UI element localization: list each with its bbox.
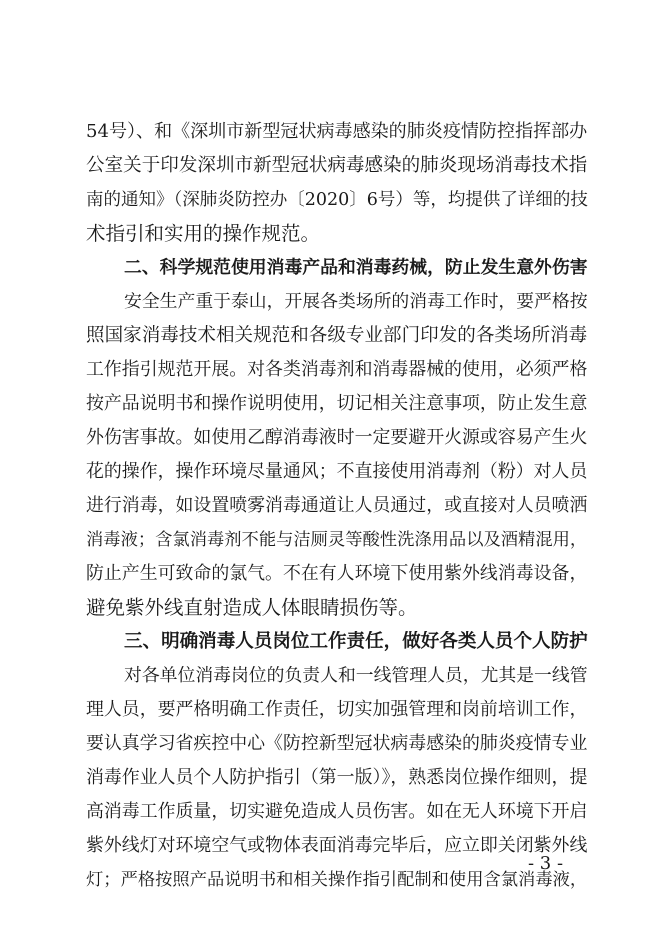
body-line: 安全生产重于泰山，开展各类场所的消毒工作时，要严格按 [124,291,588,312]
body-line: 避免紫外线直射造成人体眼睛损伤等。 [86,597,418,619]
body-line: 对各单位消毒岗位的负责人和一线管理人员，尤其是一线管 [124,665,588,686]
body-line: 消毒作业人员个人防护指引（第一版）》，熟悉岗位操作细则，提 [86,767,588,788]
page-number: - 3 - [528,853,564,874]
body-line: 照国家消毒技术相关规范和各级专业部门印发的各类场所消毒 [86,325,588,346]
body-line: 外伤害事故。如使用乙醇消毒液时一定要避开火源或容易产生火 [86,427,588,448]
body-line: 灯；严格按照产品说明书和相关操作指引配制和使用含氯消毒液， [86,870,588,890]
body-line: 南的通知》（深肺炎防控办〔2020〕6号）等，均提供了详细的技 [86,190,588,210]
body-line: 消毒液；含氯消毒剂不能与洁厕灵等酸性洗涤用品以及酒精混用， [86,530,588,550]
body-line: 按产品说明书和操作说明使用，切记相关注意事项，防止发生意 [86,393,588,414]
section-heading-3: 三、明确消毒人员岗位工作责任，做好各类人员个人防护 [124,631,588,652]
body-line: 要认真学习省疾控中心《防控新型冠状病毒感染的肺炎疫情专业 [86,733,588,754]
body-line: 理人员，要严格明确工作责任，切实加强管理和岗前培训工作， [86,699,588,720]
body-line: 紫外线灯对环境空气或物体表面消毒完毕后，应立即关闭紫外线 [86,835,588,856]
section-heading-2: 二、科学规范使用消毒产品和消毒药械，防止发生意外伤害 [124,257,588,278]
body-line: 进行消毒，如设置喷雾消毒通道让人员通过，或直接对人员喷洒 [86,495,588,516]
body-line: 54号）、和《深圳市新型冠状病毒感染的肺炎疫情防控指挥部办 [86,121,588,142]
body-line: 公室关于印发深圳市新型冠状病毒感染的肺炎现场消毒技术指 [86,155,588,176]
body-line: 防止产生可致命的氯气。不在有人环境下使用紫外线消毒设备， [86,563,588,584]
body-line: 高消毒工作质量，切实避免造成人员伤害。如在无人环境下开启 [86,801,588,822]
body-line: 花的操作，操作环境尽量通风；不直接使用消毒剂（粉）对人员 [86,461,588,482]
body-line: 工作指引规范开展。对各类消毒剂和消毒器械的使用，必须严格 [86,359,588,380]
body-line: 术指引和实用的操作规范。 [86,223,321,245]
